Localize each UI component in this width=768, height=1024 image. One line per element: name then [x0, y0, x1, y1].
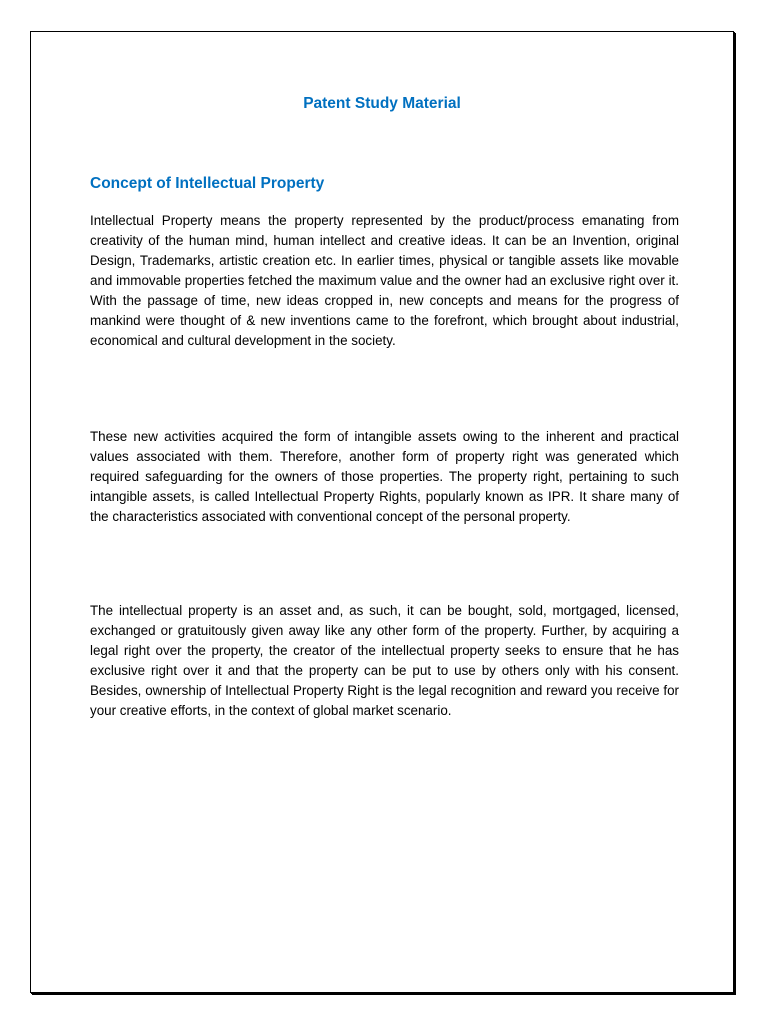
document-title: Patent Study Material	[303, 95, 461, 112]
paragraph-intro: Intellectual Property means the property represented by the product/process emanating from creativity of the human mind, human intellect and creative ideas. It can be an Invention, original Design, Trademarks, artistic creation etc. In earlier times, physical or tangible assets like movable and immovable properties fetched the maximum value and the owner had an exclusive right over it. With the passage of time, new ideas cropped in, new concepts and means for the progress of mankind were thought of & new inventions came to the forefront, which brought about industrial, economical and cultural development in the society.	[90, 213, 679, 348]
paragraph-asset-rights: The intellectual property is an asset and, as such, it can be bought, sold, mortgaged, licensed, exchanged or gratuitously given away like any other form of the property. Further, by acquiring a legal right over the property, the creator of the intellectual property seeks to ensure that he has exclusive right over it and that the property can be put to use by others only with his consent. Besides, ownership of Intellectual Property Right is the legal recognition and reward you receive for your creative efforts, in the context of global market scenario.	[90, 603, 679, 718]
section-heading: Concept of Intellectual Property	[90, 175, 325, 192]
paragraph-intangible-assets: These new activities acquired the form of intangible assets owing to the inherent and practical values associated with them. Therefore, another form of property right was generated which required safeguarding for the owners of those properties. The property right, pertaining to such intangible assets, is called Intellectual Property Rights, popularly known as IPR. It share many of the characteristics associated with conventional concept of the personal property.	[90, 429, 679, 524]
document-page	[30, 31, 734, 993]
